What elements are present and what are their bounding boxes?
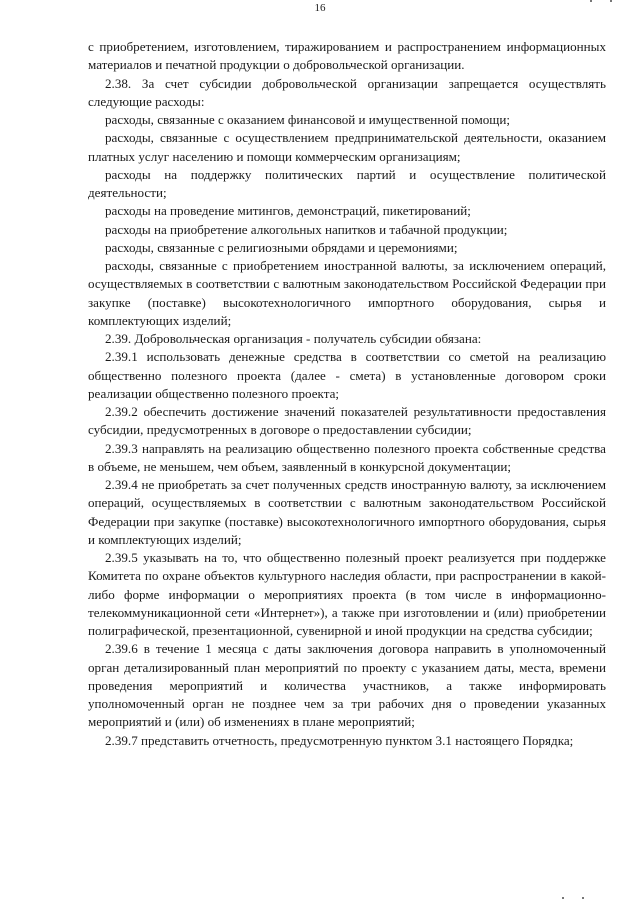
- list-item-expense: расходы, связанные с оказанием финансовой и имущественной помощи;: [105, 112, 511, 127]
- document-body: [88, 38, 606, 750]
- scan-mark: [562, 897, 564, 899]
- list-item-expense: расходы на поддержку политических партий и осуществление политической деятельности;: [88, 166, 606, 200]
- list-item-expense: расходы на приобретение алкогольных напитков и табачной продукции;: [105, 221, 508, 237]
- scan-mark: [590, 0, 592, 2]
- paragraph-continuation: с приобретением, изготовлением, тиражированием и распространением информационных материалов и печатной продукции о добровольческой организации.: [88, 39, 606, 73]
- list-item-expense: расходы, связанные с религиозными обрядами и церемониями;: [105, 239, 458, 255]
- list-item-expense: расходы, связанные с осуществлением предпринимательской деятельности, оказанием платных услуг населению и помощи коммерческим организациям;: [88, 130, 606, 164]
- scan-mark: [610, 0, 612, 2]
- paragraph-2-39-2: 2.39.2 обеспечить достижение значений показателей результативности предоставления субсидии, предусмотренных в договоре о предоставлении субсидии;: [88, 404, 606, 438]
- scan-mark: [582, 897, 584, 899]
- paragraph-2-39-6: 2.39.6 в течение 1 месяца с даты заключения договора направить в уполномоченный орган детализированный план мероприятий по проекту с указанием даты, места, времени проведения мероприятий и количества участников, а также информировать уполномоченный орган не позднее чем за три рабочих дня о проведении указанных мероприятий и (или) об изменениях в плане мероприятий;: [88, 641, 606, 730]
- paragraph-2-39-1: 2.39.1 использовать денежные средства в соответствии со сметой на реализацию общественно полезного проекта (далее - смета) в установленные договором сроки реализации общественно полезного проекта;: [88, 349, 606, 401]
- paragraph-2-38: 2.38. За счет субсидии добровольческой организации запрещается осуществлять следующие расходы:: [88, 75, 606, 109]
- list-item-expense: расходы, связанные с приобретением иностранной валюты, за исключением операций, осуществляемых в соответствии с валютным законодательством Российской Федерации при закупке (поставке) высокотехнологичного импортного оборудования, сырья и комплектующих изделий;: [88, 258, 606, 328]
- paragraph-2-39: 2.39. Добровольческая организация - получатель субсидии обязана:: [105, 331, 482, 346]
- paragraph-2-39-5: 2.39.5 указывать на то, что общественно полезный проект реализуется при поддержке Комитета по охране объектов культурного наследия области, при распространении в какой-либо форме информации о мероприятиях проекта (в том числе в информационно-телекоммуникационной сети «Интернет»), а также при изготовлении и (или) приобретении полиграфической, презентационной, сувенирной и иной продукции на средства субсидии;: [88, 550, 606, 638]
- paragraph-2-39-4: 2.39.4 не приобретать за счет полученных средств иностранную валюту, за исключением операций, осуществляемых в соответствии с валютным законодательством Российской Федерации при закупке (поставке) высокотехнологичного импортного оборудования, сырья и комплектующих изделий;: [88, 477, 606, 547]
- paragraph-2-39-3: 2.39.3 направлять на реализацию общественно полезного проекта собственные средства в объеме, не меньшем, чем объем, заявленный в конкурсной документации;: [88, 440, 606, 474]
- paragraph-2-39-7: 2.39.7 представить отчетность, предусмотренную пунктом 3.1 настоящего Порядка;: [105, 732, 574, 748]
- list-item-expense: расходы на проведение митингов, демонстраций, пикетирований;: [105, 203, 471, 219]
- page-number: 16: [314, 2, 326, 14]
